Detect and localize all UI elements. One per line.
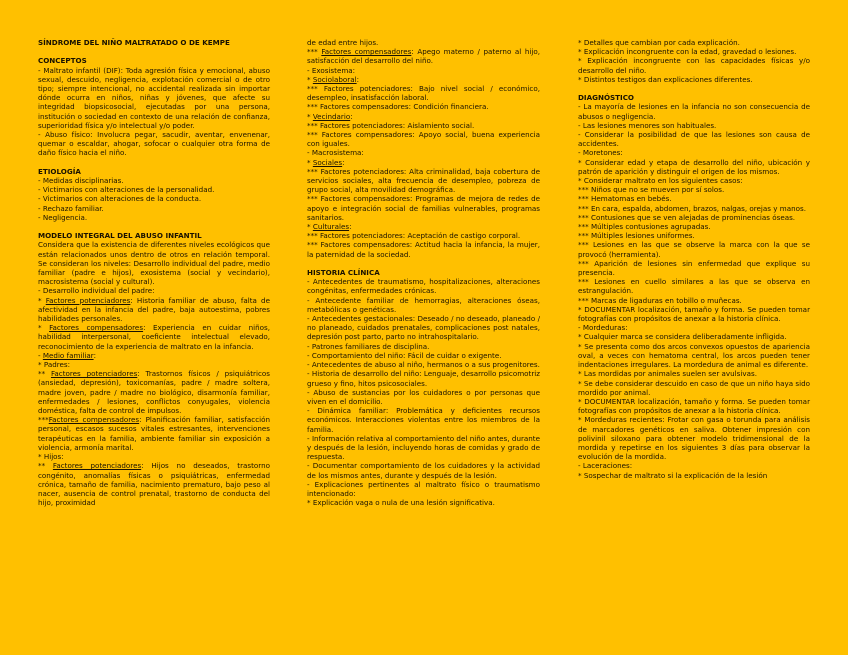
paragraph-text: * Se presenta como dos arcos convexos opuestos de apariencia oval, a veces con hematoma central, los arcos pueden tener indentaciones irregulares. La mordedura de animal es diferente. [578, 341, 810, 370]
paragraph-text: ETIOLOGÍA [38, 166, 81, 176]
paragraph-text: - Antecedentes de abuso al niño, hermanos o a sus progenitores. [307, 360, 540, 370]
paragraph-text: * Distintos testigos dan explicaciones diferentes. [578, 74, 753, 84]
paragraph-text: * Sospechar de maltrato si la explicación de la lesión [578, 470, 768, 480]
bullet-marker: * [307, 74, 313, 84]
underlined-term: Culturales [312, 222, 350, 232]
bullet-marker: ** [38, 369, 51, 379]
paragraph [578, 148, 810, 157]
paragraph-text: * Las mordidas por animales suelen ser avulsivas. [578, 369, 757, 379]
paragraph [578, 204, 810, 213]
paragraph [578, 296, 810, 305]
paragraph-text: - La mayoría de lesiones en la infancia no son consecuencia de abusos o negligencia. [578, 102, 810, 121]
paragraph-text: MODELO INTEGRAL DEL ABUSO INFANTIL [38, 231, 202, 241]
paragraph-text: DIAGNÓSTICO [578, 93, 634, 103]
paragraph [307, 167, 540, 195]
paragraph [578, 240, 810, 258]
column-middle [307, 38, 540, 507]
paragraph-text: - Las lesiones menores son habituales. [578, 120, 717, 130]
paragraph [578, 397, 810, 415]
paragraph [38, 176, 270, 185]
paragraph [307, 388, 540, 406]
paragraph [38, 369, 270, 415]
paragraph [38, 66, 270, 130]
paragraph [38, 204, 270, 213]
paragraph [38, 415, 270, 452]
paragraph-text: SÍNDROME DEL NIÑO MALTRATADO O DE KEMPE [38, 38, 230, 47]
document-title [38, 38, 270, 47]
paragraph-text: - Historia de desarrollo del niño: Lenguaje, desarrollo psicomotriz grueso y fino, hitos psicosociales. [307, 369, 540, 388]
paragraph-text: - Moretones: [578, 148, 623, 158]
paragraph-text: CONCEPTOS [38, 56, 87, 66]
paragraph-text: : [350, 111, 353, 121]
paragraph [307, 102, 540, 111]
paragraph [578, 332, 810, 341]
paragraph [307, 461, 540, 479]
paragraph-text: *** Factores potenciadores: Bajo nivel social / económico, desempleo, insatisfacción laboral. [307, 84, 540, 103]
paragraph [307, 148, 540, 157]
paragraph-text: - Patrones familiares de disciplina. [307, 341, 430, 351]
underlined-term: Factores compensadores [48, 415, 140, 425]
paragraph [578, 176, 810, 185]
paragraph [307, 240, 540, 258]
paragraph [578, 130, 810, 148]
paragraph-text: - Desarrollo individual del padre: [38, 286, 155, 296]
paragraph-text: *** Hematomas en bebés. [578, 194, 672, 204]
paragraph-text: - Antecedentes de traumatismo, hospitalizaciones, alteraciones congénitas, enfermedades crónicas. [307, 277, 540, 296]
paragraph-text: * DOCUMENTAR localización, tamaño y forma. Se pueden tomar fotografías con propósitos de anexar a la historia clínica. [578, 396, 810, 416]
paragraph-text: - Rechazo familiar. [38, 203, 104, 213]
section-heading [578, 93, 810, 102]
paragraph [578, 323, 810, 332]
paragraph [38, 461, 270, 507]
paragraph-text: - Antecedentes gestacionales: Deseado / no deseado, planeado / no planeado, cuidados prenatales, complicaciones post natales, depresión post parto, parto no intrahospitalario. [307, 314, 540, 342]
paragraph-text: : Apego materno / paterno al hijo, satisfacción del desarrollo del niño. [307, 47, 541, 66]
paragraph-text: - Macrosistema: [307, 148, 364, 158]
paragraph [578, 38, 810, 47]
spacer [38, 222, 270, 231]
paragraph-text: *** Múltiples lesiones uniformes. [578, 231, 695, 241]
paragraph [578, 75, 810, 84]
paragraph [307, 112, 540, 121]
paragraph-text: - Información relativa al comportamiento del niño antes, durante y después de la lesión, incluyendo horas de comidas y grado de respuesta. [307, 433, 540, 462]
paragraph [578, 471, 810, 480]
paragraph-text: * Explicación incongruente con las capacidades físicas y/o desarrollo del niño. [578, 56, 810, 75]
column-right [578, 38, 810, 480]
paragraph-text: *** Factores compensadores: Condición financiera. [307, 102, 489, 112]
paragraph-text: : Planificación familiar, satisfacción personal, escasos sucesos vitales estresantes, intervenciones terapéuticas en la familia, ambiente familiar sin exposición a violencia, armonía marital. [38, 415, 270, 452]
paragraph [307, 66, 540, 75]
paragraph-text: *** Lesiones en cuello similares a las que se observa en estrangulación. [578, 277, 810, 296]
section-heading [38, 167, 270, 176]
paragraph-text: * Considerar maltrato en los siguientes casos: [578, 176, 743, 186]
paragraph [38, 296, 270, 324]
underlined-term: Factores potenciadores [45, 295, 131, 305]
paragraph [578, 158, 810, 176]
paragraph-text: *** Lesiones en las que se observe la marca con la que se provocó (herramienta). [578, 240, 810, 259]
paragraph-text: - Victimarios con alteraciones de la personalidad. [38, 185, 215, 195]
spacer [38, 158, 270, 167]
paragraph [307, 47, 540, 65]
paragraph [578, 121, 810, 130]
underlined-term: Sociales [312, 157, 343, 167]
paragraph-text: * Padres: [38, 360, 71, 370]
underlined-term: Medio familiar [42, 350, 94, 360]
paragraph-text: * Se debe considerar descuido en caso de que un niño haya sido mordido por animal. [578, 378, 810, 397]
underlined-term: Vecindario [312, 111, 351, 121]
paragraph-text: * Considerar edad y etapa de desarrollo del niño, ubicación y patrón de aparición y distinguir el origen de los mismos. [578, 157, 810, 176]
paragraph-text: - Medidas disciplinarias. [38, 176, 124, 186]
bullet-marker: * [307, 222, 313, 232]
paragraph [307, 130, 540, 148]
paragraph [578, 369, 810, 378]
paragraph-text: * Detalles que cambian por cada explicación. [578, 38, 740, 47]
paragraph-text: - Victimarios con alteraciones de la conducta. [38, 194, 202, 204]
paragraph [307, 75, 540, 84]
paragraph [38, 360, 270, 369]
paragraph-text: : [349, 222, 352, 232]
paragraph [578, 461, 810, 470]
bullet-marker: ** [38, 461, 53, 471]
paragraph-text: - Antecedente familiar de hemorragias, alteraciones óseas, metabólicas o genéticas. [307, 295, 540, 314]
paragraph-text: : Historia familiar de abuso, falta de afectividad en la infancia del padre, baja autoestima, pobres habilidades personales. [38, 295, 270, 324]
paragraph-text: - Laceraciones: [578, 461, 633, 471]
paragraph-text: - Considerar la posibilidad de que las lesiones son causa de accidentes. [578, 130, 810, 149]
paragraph [307, 480, 540, 498]
paragraph-text: - Comportamiento del niño: Fácil de cuidar o exigente. [307, 350, 502, 360]
paragraph [307, 351, 540, 360]
paragraph [38, 130, 270, 158]
paragraph [38, 240, 270, 286]
paragraph-text: - Abuso de sustancias por los cuidadores o por personas que viven en el domicilio. [307, 387, 540, 406]
paragraph-text: *** Factores potenciadores: Alta criminalidad, baja cobertura de servicios sociales, alta frecuencia de desempleo, pobreza de grupo social, alta movilidad demográfica. [307, 166, 540, 195]
paragraph [578, 379, 810, 397]
paragraph [307, 296, 540, 314]
paragraph [307, 38, 540, 47]
paragraph-text: - Exosistema: [307, 65, 356, 75]
paragraph-text: - Abuso físico: Involucra pegar, sacudir, aventar, envenenar, quemar o escaldar, ahogar, sofocar o cualquier otra forma de daño físico hacia el niño. [38, 130, 270, 158]
paragraph-text: : Trastornos físicos / psiquiátricos (ansiedad, depresión), toxicomanías, padre / madre soltera, madre joven, padre / madre no biológico, disarmonía familiar, enfermedades / lesiones, conflictos conyugales, violencia doméstica, falta de control de impulsos. [38, 369, 270, 416]
paragraph [578, 305, 810, 323]
paragraph [578, 47, 810, 56]
section-heading [38, 231, 270, 240]
paragraph-text: *** Aparición de lesiones sin enfermedad que explique su presencia. [578, 258, 810, 278]
paragraph [578, 231, 810, 240]
paragraph [307, 360, 540, 369]
paragraph-text: * Explicación vaga o nula de una lesión significativa. [307, 498, 495, 508]
paragraph [578, 342, 810, 370]
paragraph [578, 415, 810, 461]
paragraph [578, 259, 810, 277]
underlined-term: Factores compensadores [321, 47, 412, 57]
bullet-marker: * [38, 323, 50, 333]
paragraph-text: *** Factores potenciadores: Aceptación de castigo corporal. [307, 231, 521, 241]
paragraph [578, 185, 810, 194]
paragraph-text: * Mordeduras recientes: Frotar con gasa o torunda para análisis de marcadores genéticos en saliva. Obtener impresión con polivinil siloxano para obtener modelo tridimensional de la mordida y repetirse en los siguientes 3 días para observar la evolución de la mordida. [578, 415, 810, 462]
paragraph-text: : Hijos no deseados, trastorno congénito, anomalías físicas o psiquiátricas, enfermedad crónica, tamaño de familia, nacimiento prematuro, bajo peso al nacer, ausencia de control prenatal, trastorno de conducta del hijo, proximidad [38, 461, 270, 508]
paragraph [307, 231, 540, 240]
bullet-marker: - [38, 350, 43, 360]
paragraph-text: *** Múltiples contusiones agrupadas. [578, 222, 711, 232]
paragraph [307, 406, 540, 434]
underlined-term: Sociolaboral [312, 74, 357, 84]
paragraph-text: *** Niños que no se mueven por sí solos. [578, 185, 725, 195]
paragraph [38, 185, 270, 194]
paragraph [307, 121, 540, 130]
paragraph [578, 102, 810, 120]
paragraph [307, 84, 540, 102]
paragraph [38, 194, 270, 203]
paragraph [578, 222, 810, 231]
paragraph-text: - Negligencia. [38, 212, 88, 222]
paragraph [38, 452, 270, 461]
paragraph-text: Considera que la existencia de diferentes niveles ecológicos que están relacionados unos dentro de otros en relación temporal. Se consideran los niveles: Desarrollo individual del padre, medio familiar (padre e hijos), exosistema (social y vecindario), macrosistema (social y cultural). [38, 240, 270, 287]
paragraph [578, 194, 810, 203]
paragraph [578, 213, 810, 222]
underlined-term: Factores potenciadores [52, 461, 142, 471]
paragraph-text: : [356, 74, 359, 84]
paragraph-text: HISTORIA CLÍNICA [307, 268, 380, 278]
paragraph [307, 194, 540, 222]
paragraph-text: de edad entre hijos. [307, 38, 379, 47]
paragraph-text: * Cualquier marca se considera deliberadamente infligida. [578, 332, 787, 342]
paragraph [578, 56, 810, 74]
paragraph-text: - Documentar comportamiento de los cuidadores y la actividad de los mismos antes, durante y después de la lesión. [307, 461, 540, 480]
paragraph-text: - Dinámica familiar: Problemática y deficientes recursos económicos. Interacciones violentas entre los miembros de la familia. [307, 406, 540, 434]
paragraph [307, 222, 540, 231]
paragraph-text: *** Factores compensadores: Programas de mejora de redes de apoyo e integración social de familias vulnerables, programas sanitarios. [307, 194, 540, 222]
paragraph [38, 286, 270, 295]
paragraph [307, 314, 540, 342]
bullet-marker: *** [38, 415, 49, 425]
paragraph-text: * Explicación incongruente con la edad, gravedad o lesiones. [578, 47, 797, 57]
paragraph-text: *** Factores compensadores: Actitud hacia la infancia, la mujer, la paternidad de la sociedad. [307, 240, 540, 259]
paragraph-text: *** Marcas de ligaduras en tobillo o muñecas. [578, 295, 742, 305]
spacer [307, 259, 540, 268]
section-heading [307, 268, 540, 277]
spacer [38, 47, 270, 56]
paragraph-text: *** Contusiones que se ven alejadas de prominencias óseas. [578, 212, 796, 222]
paragraph-text: * DOCUMENTAR localización, tamaño y forma. Se pueden tomar fotografías con propósitos de anexar a la historia clínica. [578, 304, 810, 324]
paragraph-text: : [342, 157, 345, 167]
bullet-marker: *** [307, 47, 322, 57]
paragraph [307, 498, 540, 507]
paragraph [307, 158, 540, 167]
underlined-term: Factores compensadores [49, 323, 144, 333]
paragraph [307, 277, 540, 295]
paragraph-text: : Experiencia en cuidar niños, habilidad interpersonal, coeficiente intelectual elevado, reconocimiento de la experiencia de maltrato en la infancia. [38, 323, 270, 351]
paragraph [307, 342, 540, 351]
bullet-marker: * [307, 111, 313, 121]
paragraph [38, 323, 270, 351]
paragraph [38, 213, 270, 222]
paragraph-text: - Mordeduras: [578, 323, 628, 333]
paragraph-text: * Hijos: [38, 452, 64, 462]
paragraph [307, 369, 540, 387]
paragraph-text: *** Factores compensadores: Apoyo social, buena experiencia con iguales. [307, 130, 540, 149]
paragraph-text: - Maltrato infantil (DIF): Toda agresión física y emocional, abuso sexual, descuido, negligencia, explotación comercial o de otro tipo; siempre intencional, no accidental realizada sin importar dónde ocurra en niños, niñas y jóvenes, que afecte su integridad biopsicosocial, ejecutadas por una persona, institución o sociedad en contexto de una relación de confianza, superioridad física y/o intelectual y/o poder. [38, 65, 270, 130]
bullet-marker: * [307, 157, 313, 167]
paragraph [578, 277, 810, 295]
paragraph-text: *** En cara, espalda, abdomen, brazos, nalgas, orejas y manos. [578, 203, 806, 213]
column-left [38, 38, 270, 507]
paragraph-text: : [93, 350, 96, 360]
paragraph [307, 434, 540, 462]
underlined-term: Factores potenciadores [50, 369, 138, 379]
spacer [578, 84, 810, 93]
paragraph [38, 351, 270, 360]
bullet-marker: * [38, 295, 46, 305]
paragraph-text: *** Factores potenciadores: Aislamiento social. [307, 120, 475, 130]
section-heading [38, 56, 270, 65]
paragraph-text: - Explicaciones pertinentes al maltrato físico o traumatismo intencionado: [307, 479, 540, 498]
